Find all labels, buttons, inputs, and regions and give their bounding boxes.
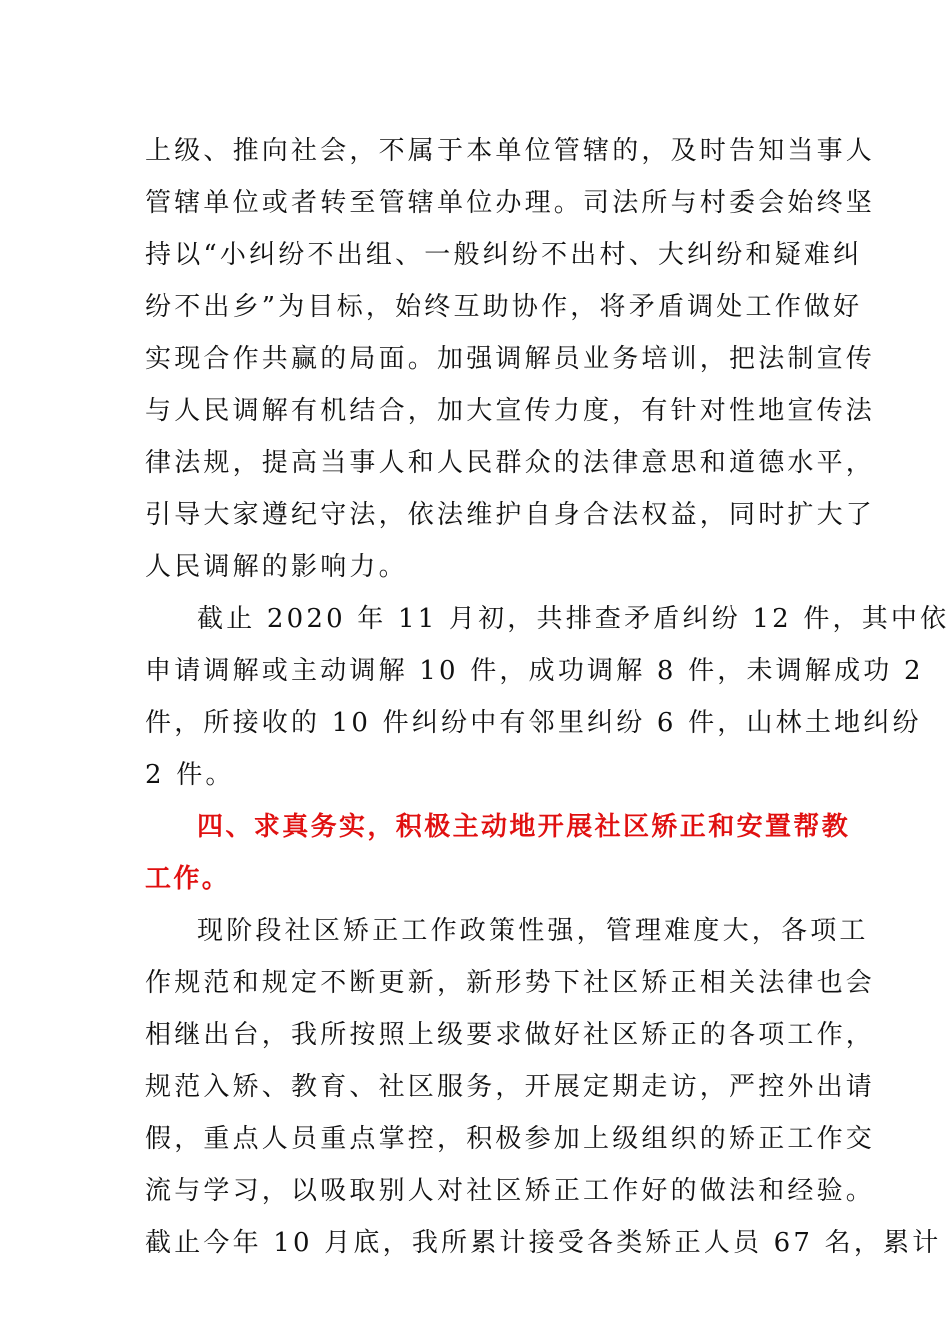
paragraph-line: 律法规，提高当事人和人民群众的法律意思和道德水平，: [145, 448, 876, 478]
paragraph-line: 与人民调解有机结合，加大宣传力度，有针对性地宣传法: [145, 396, 876, 426]
paragraph-line: 截止 2020 年 11 月初，共排查矛盾纠纷 12 件，其中依: [197, 604, 950, 634]
paragraph-line: 持以“小纠纷不出组、一般纠纷不出村、大纠纷和疑难纠: [145, 240, 863, 270]
paragraph-line: 实现合作共赢的局面。加强调解员业务培训，把法制宣传: [145, 344, 876, 374]
paragraph-line: 截止今年 10 月底，我所累计接受各类矫正人员 67 名，累计: [145, 1228, 942, 1258]
paragraph-line: 人民调解的影响力。: [145, 552, 408, 582]
paragraph-line: 引导大家遵纪守法，依法维护自身合法权益，同时扩大了: [145, 500, 876, 530]
paragraph-line: 管辖单位或者转至管辖单位办理。司法所与村委会始终坚: [145, 188, 876, 218]
paragraph-line: 件，所接收的 10 件纠纷中有邻里纠纷 6 件，山林土地纠纷: [145, 708, 922, 738]
paragraph-line: 申请调解或主动调解 10 件，成功调解 8 件，未调解成功 2: [145, 656, 924, 686]
paragraph-line: 流与学习，以吸取别人对社区矫正工作好的做法和经验。: [145, 1176, 876, 1206]
paragraph-line: 2 件。: [145, 760, 235, 790]
paragraph-line: 相继出台，我所按照上级要求做好社区矫正的各项工作，: [145, 1020, 876, 1050]
section-heading: 工作。: [145, 864, 231, 894]
paragraph-line: 上级、推向社会，不属于本单位管辖的，及时告知当事人: [145, 136, 876, 166]
section-heading: 四、求真务实，积极主动地开展社区矫正和安置帮教: [197, 812, 851, 842]
paragraph-line: 作规范和规定不断更新，新形势下社区矫正相关法律也会: [145, 968, 876, 998]
paragraph-line: 规范入矫、教育、社区服务，开展定期走访，严控外出请: [145, 1072, 876, 1102]
paragraph-line: 纷不出乡”为目标，始终互助协作，将矛盾调处工作做好: [145, 292, 863, 322]
paragraph-line: 现阶段社区矫正工作政策性强，管理难度大，各项工: [197, 916, 869, 946]
paragraph-line: 假，重点人员重点掌控，积极参加上级组织的矫正工作交: [145, 1124, 876, 1154]
